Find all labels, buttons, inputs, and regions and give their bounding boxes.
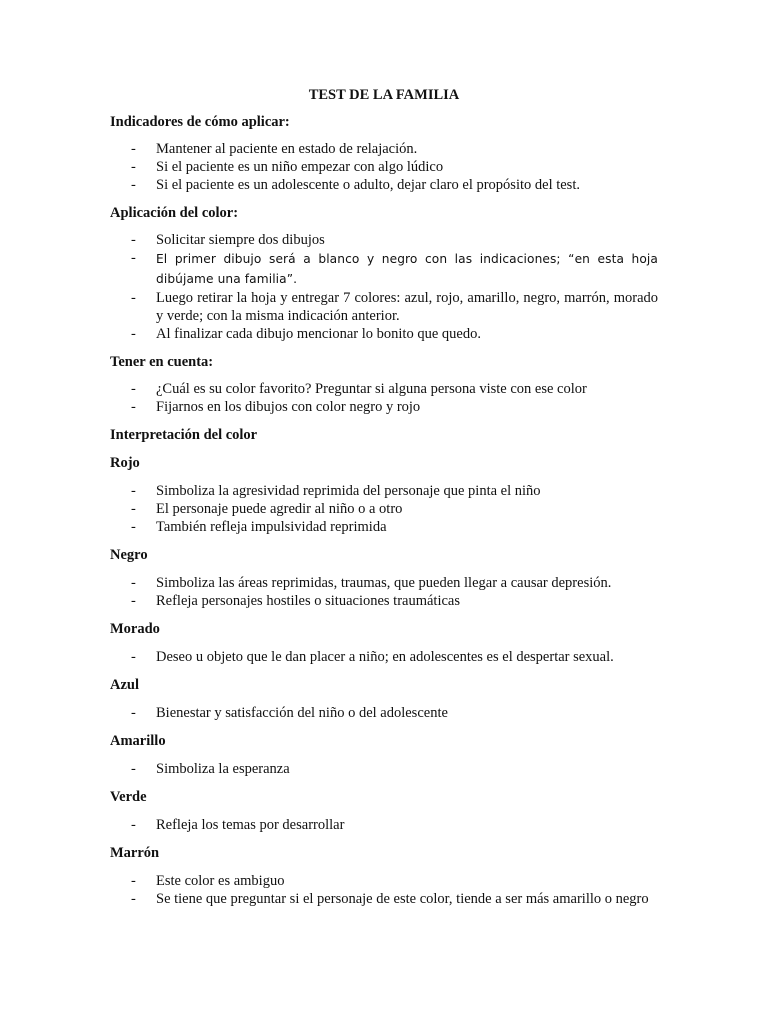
section-heading: Verde <box>110 789 147 805</box>
list-item: - Refleja los temas por desarrollar <box>131 817 345 833</box>
bullet-list <box>110 140 658 194</box>
section-rojo <box>110 454 658 536</box>
list-item: - Si el paciente es un adolescente o adulto, dejar claro el propósito del test. <box>131 177 580 193</box>
list-item: - También refleja impulsividad reprimida <box>131 519 387 535</box>
list-item: - Este color es ambiguo <box>131 873 285 889</box>
list-item: - Simboliza la esperanza <box>131 761 290 777</box>
section-marron <box>110 844 658 908</box>
section-tener-en-cuenta <box>110 353 658 416</box>
section-azul <box>110 676 658 722</box>
bullet-list <box>110 380 658 416</box>
section-heading: Negro <box>110 547 148 563</box>
list-item: - Refleja personajes hostiles o situaciones traumáticas <box>131 593 461 609</box>
bullet-list <box>110 482 658 536</box>
list-item: - Solicitar siempre dos dibujos <box>131 232 325 248</box>
bullet-list <box>110 574 658 610</box>
section-heading: Interpretación del color <box>110 427 258 443</box>
section-verde <box>110 788 658 834</box>
section-aplicacion <box>110 204 658 343</box>
section-interpretacion <box>110 426 658 444</box>
list-item: - Bienestar y satisfacción del niño o del adolescente <box>131 705 448 721</box>
bullet-list <box>110 872 658 908</box>
section-heading: Azul <box>110 677 139 693</box>
bullet-list <box>110 231 658 343</box>
section-heading: Amarillo <box>110 733 166 749</box>
bullet-list <box>110 648 658 666</box>
list-item: - Luego retirar la hoja y entregar 7 colores: azul, rojo, amarillo, negro, marrón, morado y verde; con la misma indicación anterior. <box>131 290 658 324</box>
bullet-list <box>110 816 658 834</box>
list-item: - Se tiene que preguntar si el personaje de este color, tiende a ser más amarillo o negro <box>131 891 649 907</box>
bullet-list <box>110 760 658 778</box>
list-item: - El primer dibujo será a blanco y negro con las indicaciones; “en esta hoja dibújame una familia”. <box>131 250 658 286</box>
section-heading: Morado <box>110 621 160 637</box>
list-item: - Si el paciente es un niño empezar con algo lúdico <box>131 159 444 175</box>
document-body <box>110 86 658 908</box>
list-item: - Al finalizar cada dibujo mencionar lo bonito que quedo. <box>131 326 481 342</box>
section-heading: Rojo <box>110 455 140 471</box>
section-heading: Aplicación del color: <box>110 205 239 221</box>
section-heading: Tener en cuenta: <box>110 354 214 370</box>
section-negro <box>110 546 658 610</box>
list-item: - Fijarnos en los dibujos con color negro y rojo <box>131 399 421 415</box>
list-item: - Simboliza las áreas reprimidas, traumas, que pueden llegar a causar depresión. <box>131 575 612 591</box>
list-item: - ¿Cuál es su color favorito? Preguntar si alguna persona viste con ese color <box>131 381 587 397</box>
bullet-list <box>110 704 658 722</box>
section-amarillo <box>110 732 658 778</box>
list-item: - El personaje puede agredir al niño o a otro <box>131 501 403 517</box>
list-item: - Simboliza la agresividad reprimida del personaje que pinta el niño <box>131 483 541 499</box>
section-indicadores <box>110 113 658 194</box>
section-heading: Marrón <box>110 845 160 861</box>
document-title: TEST DE LA FAMILIA <box>308 87 460 103</box>
list-item: - Deseo u objeto que le dan placer a niño; en adolescentes es el despertar sexual. <box>131 649 614 665</box>
section-heading: Indicadores de cómo aplicar: <box>110 114 290 130</box>
section-morado <box>110 620 658 666</box>
list-item: - Mantener al paciente en estado de relajación. <box>131 141 418 157</box>
